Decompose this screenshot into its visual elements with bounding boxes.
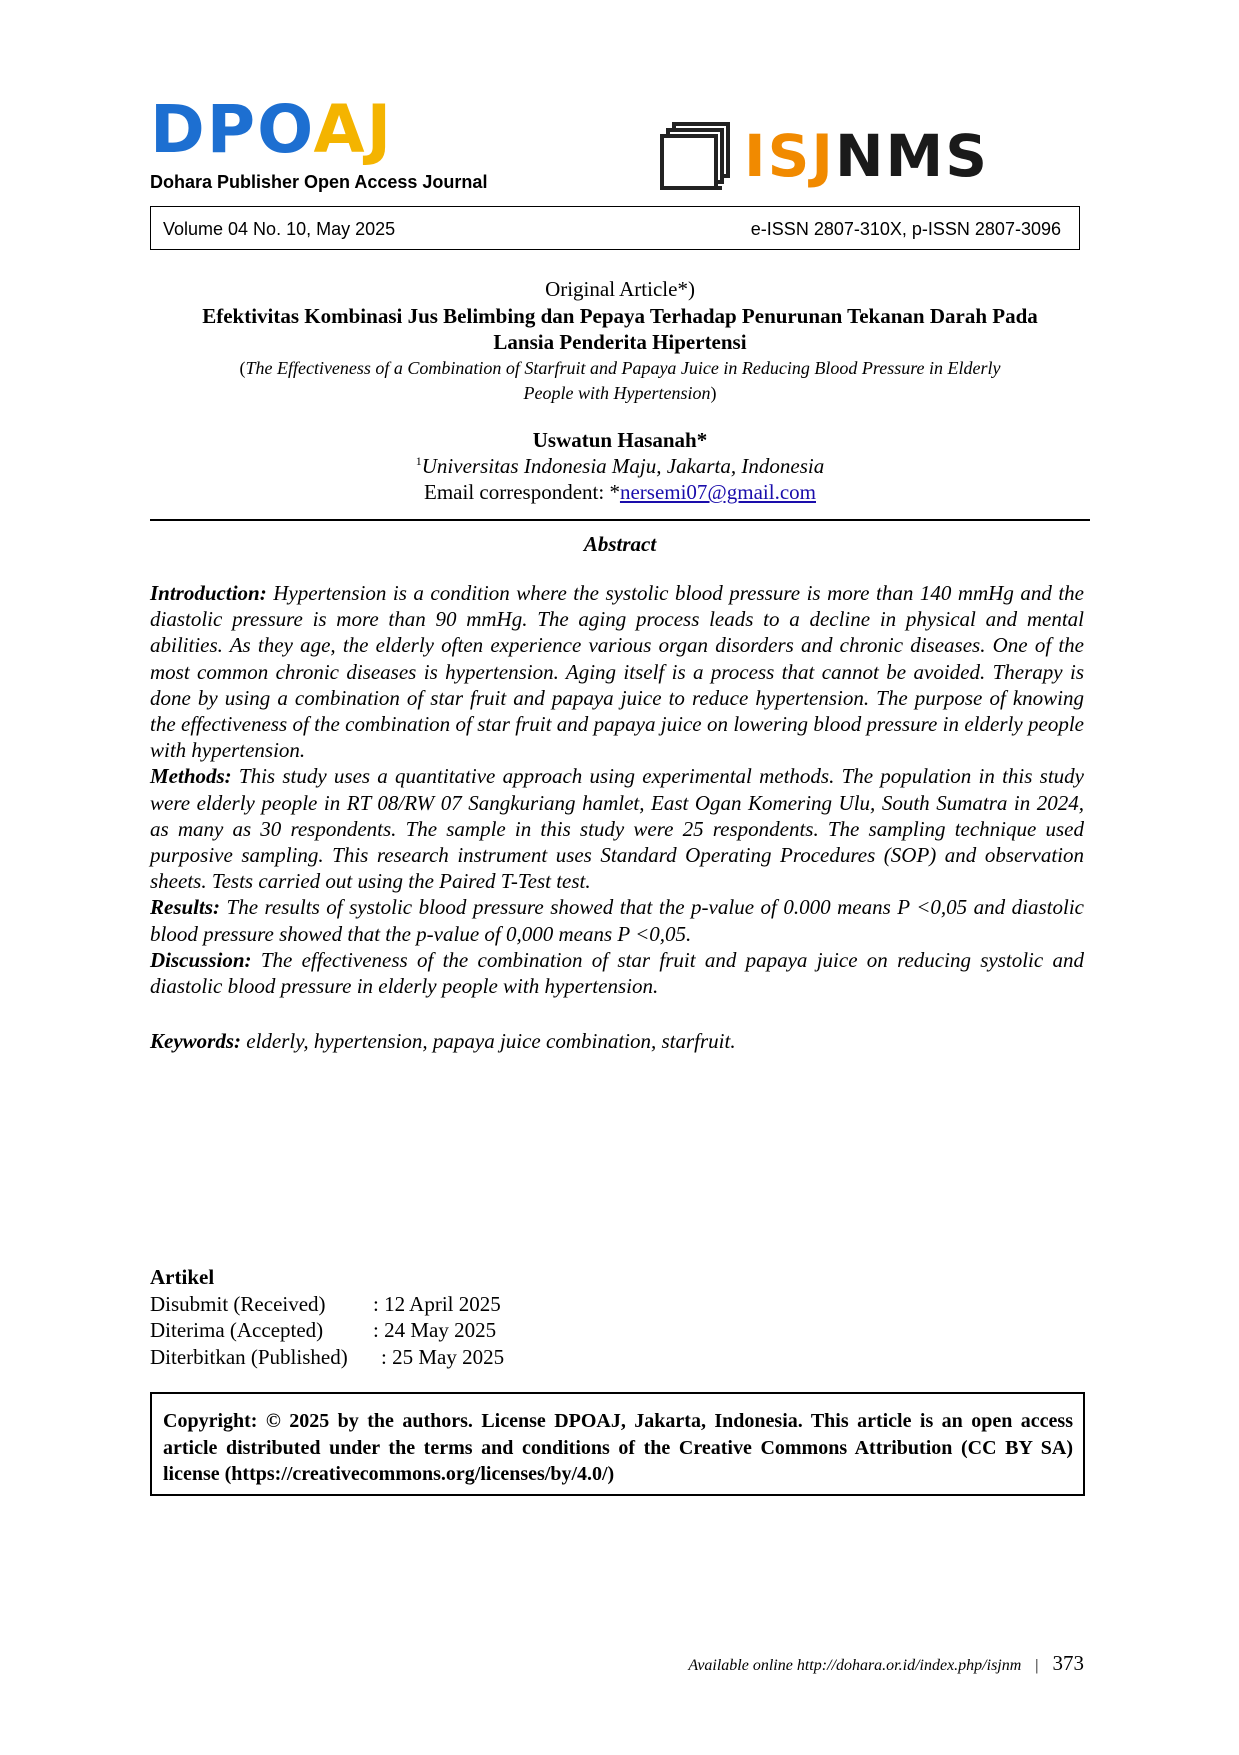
introduction-label: Introduction: [150,581,267,605]
author-affiliation [150,454,1090,479]
history-label: Diterbitkan (Published) [150,1344,348,1369]
history-row-accepted [150,1317,497,1344]
abstract-results [150,894,1084,946]
results-label: Results: [150,895,221,920]
methods-label: Methods: [150,764,232,789]
dpoaj-logo-part1: DPO [150,91,314,168]
history-value: : 12 April 2025 [373,1291,501,1316]
article-title [150,303,1090,355]
abstract-heading: Abstract [583,532,657,556]
journal-stack-icon [660,122,732,192]
author-name: Uswatun Hasanah* [532,428,708,452]
history-value: : 25 May 2025 [381,1344,505,1369]
email-label: Email correspondent: * [424,480,620,504]
subtitle-line-1: The Effectiveness of a Combination of Starfruit and Papaya Juice in Reducing Blood Pressure in Elderly [245,358,1001,378]
title-line-1: Efektivitas Kombinasi Jus Belimbing dan Pepaya Terhadap Penurunan Tekanan Darah Pada [202,304,1038,328]
history-row-received [150,1291,501,1318]
article-subtitle: (The Effectiveness of a Combination of Starfruit and Papaya Juice in Reducing Blood Pressure in Elderly People with Hypertension) [239,358,1001,403]
keywords-text: elderly, hypertension, papaya juice combination, starfruit. [246,1029,736,1053]
copyright-notice: Copyright: © 2025 by the authors. License DPOAJ, Jakarta, Indonesia. This article is an open access article distributed under the terms and conditions of the Creative Commons Attribution (CC BY SA) license (https://creativecommons.org/licenses/by/4.0/) [150,1392,1085,1496]
page-footer [688,1651,1084,1676]
online-availability: Available online http://dohara.or.id/index.php/isjnm [688,1657,1022,1674]
dpoaj-logo-part2: AJ [313,91,394,168]
affiliation-superscript: 1 [415,454,422,468]
abstract-discussion [150,947,1084,999]
history-label: Disubmit (Received) [150,1291,326,1316]
results-text: The results of systolic blood pressure showed that the p-value of 0.000 means P <0,05 and diastolic blood pressure showed that the p-value of 0,000 means P <0,05. [150,895,1085,946]
affiliation-text: Universitas Indonesia Maju, Jakarta, Indonesia [421,454,825,478]
subtitle-line-2: People with Hypertension [523,383,711,403]
history-row-published [150,1344,505,1371]
title-line-2: Lansia Penderita Hipertensi [493,330,747,354]
discussion-text: The effectiveness of the combination of star fruit and papaya juice on reducing systolic and diastolic blood pressure in elderly people with hypertension. [150,947,1084,999]
isjnms-logo-part2: NMS [834,122,989,190]
section-divider [150,519,1090,521]
publisher-name: Dohara Publisher Open Access Journal [150,172,488,192]
abstract-methods [150,763,1084,894]
article-history [150,1264,505,1370]
dpoaj-logo [150,91,470,168]
volume-box [150,206,1080,250]
footer-separator: | [1035,1657,1039,1674]
issn-info: e-ISSN 2807-310X, p-ISSN 2807-3096 [750,219,1061,239]
email-line [150,480,1090,505]
abstract-body [150,580,1084,999]
abstract-introduction [150,580,1084,763]
introduction-text: Hypertension is a condition where the systolic blood pressure is more than 140 mmHg and the diastolic pressure is more than 90 mmHg. The aging process leads to a decline in physical and mental abilities. As they age, the elderly often experience various organ disorders and chronic diseases. One of the most common chronic diseases is hypertension. Aging itself is a process that cannot be avoided. Therapy is done by using a combination of star fruit and papaya juice to reduce hypertension. The purpose of knowing the effectiveness of the combination of star fruit and papaya juice on lowering blood pressure in elderly people with hypertension. [150,581,1085,763]
history-value: : 24 May 2025 [373,1318,497,1342]
article-history-heading: Artikel [150,1265,215,1289]
email-link[interactable]: nersemi07@gmail.com [619,480,816,504]
volume-info: Volume 04 No. 10, May 2025 [163,219,396,239]
methods-text: This study uses a quantitative approach using experimental methods. The population in this study were elderly people in RT 08/RW 07 Sangkuriang hamlet, East Ogan Komering Ulu, South Sumatra in 2024, as many as 30 respondents. The sample in this study were 25 respondents. The sampling technique used purposive sampling. This research instrument uses Standard Operating Procedures (SOP) and observation sheets. Tests carried out using the Paired T-Test test. [150,764,1084,894]
history-label: Diterima (Accepted) [150,1318,324,1342]
keywords [150,1029,1084,1054]
page-number: 373 [1052,1651,1084,1675]
isjnms-logo-part1: ISJ [744,122,835,190]
isjnms-logo [660,122,1080,194]
keywords-label: Keywords: [150,1029,241,1053]
article-type: Original Article*) [545,277,695,301]
discussion-label: Discussion: [150,947,252,972]
